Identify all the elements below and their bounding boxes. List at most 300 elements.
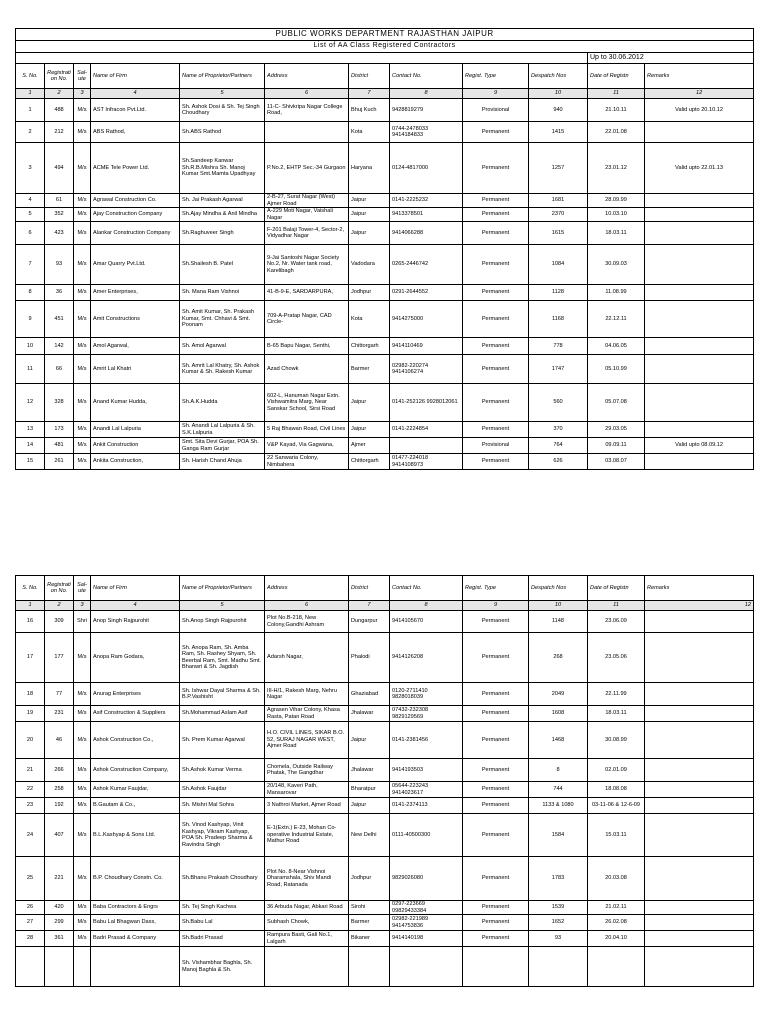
cell-salute: M/s bbox=[74, 706, 91, 722]
cell-type: Permanent bbox=[463, 338, 529, 355]
column-number: 1 bbox=[16, 601, 45, 611]
cell-salute: M/s bbox=[74, 759, 91, 782]
header-remarks: Remarks bbox=[645, 64, 754, 89]
cell-sno: 16 bbox=[16, 611, 45, 633]
cell-remarks bbox=[645, 338, 754, 355]
cell-despatch: 1168 bbox=[529, 301, 588, 338]
cell-date: 11.08.99 bbox=[588, 285, 645, 301]
cell-type: Permanent bbox=[463, 301, 529, 338]
cell-address: 5 Raj Bhawan Road, Civil Lines bbox=[265, 422, 349, 438]
header-despatch: Despatch Nos bbox=[529, 64, 588, 89]
cell-date: 18.08.08 bbox=[588, 782, 645, 798]
cell-proprietor: Sh.Ashok Faujdar bbox=[180, 782, 265, 798]
table-row bbox=[16, 194, 754, 208]
cell-salute: M/s bbox=[74, 857, 91, 901]
cell-sno: 15 bbox=[16, 454, 45, 470]
cell-salute: M/s bbox=[74, 782, 91, 798]
cell-firm: ACME Tele Power Ltd. bbox=[91, 143, 180, 194]
cell-salute: M/s bbox=[74, 301, 91, 338]
cell-contact bbox=[390, 438, 463, 454]
cell-proprietor: Sh. Amit Kumar, Sh. Prakash Kumar, Smt. Chhavi & Smt. Poonam bbox=[180, 301, 265, 338]
cell-salute: M/s bbox=[74, 422, 91, 438]
cell-firm: Amit Constructions bbox=[91, 301, 180, 338]
header-reg-no: Registration No. bbox=[45, 576, 74, 601]
table-row bbox=[16, 285, 754, 301]
cell-sno: 23 bbox=[16, 798, 45, 814]
cell-sno: 10 bbox=[16, 338, 45, 355]
cell-proprietor: Sh.Mohammad Aslam Asif bbox=[180, 706, 265, 722]
column-number: 7 bbox=[349, 601, 390, 611]
table-row bbox=[16, 722, 754, 759]
cell-reg-no: 231 bbox=[45, 706, 74, 722]
contractor-table-1 bbox=[15, 28, 754, 470]
cell-address: H.O. CIVIL LINES, SIKAR B.O. 52, SURAJ NAGAR WEST, Ajmer Road bbox=[265, 722, 349, 759]
header-firm: Name of Firm bbox=[91, 576, 180, 601]
cell-sno: 1 bbox=[16, 99, 45, 122]
cell-type: Permanent bbox=[463, 143, 529, 194]
cell-despatch: 1133 & 1080 bbox=[529, 798, 588, 814]
cell-date: 15.03.11 bbox=[588, 814, 645, 857]
cell-district: Kota bbox=[349, 301, 390, 338]
cell-firm: Ajay Construction Company bbox=[91, 208, 180, 222]
cell-address: 41-B-9-E, SARDARPURA, bbox=[265, 285, 349, 301]
cell-date: 05.07.08 bbox=[588, 384, 645, 422]
cell-salute: M/s bbox=[74, 901, 91, 915]
cell-district: Phalodi bbox=[349, 633, 390, 683]
cell-proprietor: Sh.ABS Rathod bbox=[180, 122, 265, 143]
cell-contact: 9414126208 bbox=[390, 633, 463, 683]
header-despatch: Despatch Nos bbox=[529, 576, 588, 601]
cell-salute: M/s bbox=[74, 683, 91, 706]
cell-reg-no: 407 bbox=[45, 814, 74, 857]
cell-date: 18.03.11 bbox=[588, 706, 645, 722]
cell-firm: Ashok Construction Company, bbox=[91, 759, 180, 782]
cell-despatch: 1747 bbox=[529, 355, 588, 384]
cell-district: Barmer bbox=[349, 915, 390, 931]
cell-proprietor: Sh. Ishwar Dayal Sharma & Sh. B.P.Vashisht bbox=[180, 683, 265, 706]
cell-reg-no: 261 bbox=[45, 454, 74, 470]
cell-remarks bbox=[645, 915, 754, 931]
cell-type: Permanent bbox=[463, 706, 529, 722]
cell-firm: Amar Quarry Pvt.Ltd. bbox=[91, 245, 180, 285]
cell-address: P.No.2, EHTP Sec.-34 Gurgaon bbox=[265, 143, 349, 194]
cell-remarks bbox=[645, 285, 754, 301]
cell-salute: M/s bbox=[74, 722, 91, 759]
cell-contact: 9414066288 bbox=[390, 222, 463, 245]
cell-salute: M/s bbox=[74, 384, 91, 422]
cell-remarks bbox=[645, 814, 754, 857]
column-number: 2 bbox=[45, 89, 74, 99]
table-row bbox=[16, 384, 754, 422]
cell-district: Bharatpur bbox=[349, 782, 390, 798]
cell-district: Chittorgarh bbox=[349, 338, 390, 355]
cell-sno: 28 bbox=[16, 931, 45, 947]
cell-salute: M/s bbox=[74, 338, 91, 355]
cell-firm: Ashok Kumar Faujdar, bbox=[91, 782, 180, 798]
cell-firm: Baba Contractors & Engrs bbox=[91, 901, 180, 915]
cell-district: Jaipur bbox=[349, 722, 390, 759]
cell-type: Permanent bbox=[463, 222, 529, 245]
cell-proprietor: Sh.Ashok Kumar Verma bbox=[180, 759, 265, 782]
cell-salute: M/s bbox=[74, 222, 91, 245]
cell-contact: 01477-224018 9414108973 bbox=[390, 454, 463, 470]
table-row bbox=[16, 338, 754, 355]
cell-type: Permanent bbox=[463, 931, 529, 947]
cell-reg-no: 488 bbox=[45, 99, 74, 122]
cell-sno: 20 bbox=[16, 722, 45, 759]
cell-address: E-1(Extn.) E-23, Mohan Co-operative Industrial Estate, Mathur Road bbox=[265, 814, 349, 857]
cell-contact: 9414275000 bbox=[390, 301, 463, 338]
cell-contact: 02982-221989 9414753836 bbox=[390, 915, 463, 931]
column-number: 4 bbox=[91, 601, 180, 611]
cell-type: Permanent bbox=[463, 798, 529, 814]
document-title: PUBLIC WORKS DEPARTMENT RAJASTHAN JAIPUR bbox=[16, 29, 754, 41]
cell-salute: M/s bbox=[74, 208, 91, 222]
cell-address bbox=[265, 122, 349, 143]
table-row bbox=[16, 143, 754, 194]
cell-proprietor: Sh.Anop Singh Rajpurohit bbox=[180, 611, 265, 633]
column-number: 8 bbox=[390, 89, 463, 99]
cell-remarks bbox=[645, 798, 754, 814]
header-address: Address bbox=[265, 576, 349, 601]
cell-sno: 19 bbox=[16, 706, 45, 722]
cell-firm: B.L.Kashyap & Sons Ltd. bbox=[91, 814, 180, 857]
table-row bbox=[16, 99, 754, 122]
cell-despatch: 940 bbox=[529, 99, 588, 122]
header-contact: Contact No. bbox=[390, 576, 463, 601]
cell-date: 28.09.99 bbox=[588, 194, 645, 208]
cell-proprietor: Sh. Mana Ram Vishnoi bbox=[180, 285, 265, 301]
cell-remarks bbox=[645, 355, 754, 384]
cell-contact: 0265-2446742 bbox=[390, 245, 463, 285]
cell-despatch: 626 bbox=[529, 454, 588, 470]
cell-type: Permanent bbox=[463, 422, 529, 438]
cell-proprietor: Sh. Amrit Lal Khatry, Sh. Ashok Kumar & Sh. Rakesh Kumar bbox=[180, 355, 265, 384]
cell-salute: M/s bbox=[74, 122, 91, 143]
cell-contact: 0297-223669 09829433384 bbox=[390, 901, 463, 915]
cell-contact: 0141-2225232 bbox=[390, 194, 463, 208]
header-type: Regist. Type bbox=[463, 64, 529, 89]
header-reg-no: Registration No. bbox=[45, 64, 74, 89]
cell-date: 10.03.10 bbox=[588, 208, 645, 222]
cell-sno: 2 bbox=[16, 122, 45, 143]
cell-district: Kota bbox=[349, 122, 390, 143]
cell-remarks bbox=[645, 683, 754, 706]
table-row bbox=[16, 122, 754, 143]
cell-despatch: 778 bbox=[529, 338, 588, 355]
cell-date: 22.01.08 bbox=[588, 122, 645, 143]
cell-address: 11-C- Shivkripa Nagar College Road, bbox=[265, 99, 349, 122]
cell-proprietor: Sh.Badri Prasad bbox=[180, 931, 265, 947]
table-row bbox=[16, 222, 754, 245]
header-salute: Sal-ute bbox=[74, 64, 91, 89]
cell-district: Dungarpur bbox=[349, 611, 390, 633]
cell-contact: 0141-2374113 bbox=[390, 798, 463, 814]
header-firm: Name of Firm bbox=[91, 64, 180, 89]
table-row bbox=[16, 633, 754, 683]
blank-cell bbox=[16, 53, 588, 64]
cell-district: Ghaziabad bbox=[349, 683, 390, 706]
cell-firm: Asif Construction & Suppliers bbox=[91, 706, 180, 722]
cell-reg-no: 361 bbox=[45, 931, 74, 947]
column-number: 8 bbox=[390, 601, 463, 611]
table-row bbox=[16, 454, 754, 470]
cell-sno: 14 bbox=[16, 438, 45, 454]
cell-despatch: 1783 bbox=[529, 857, 588, 901]
cell-district: Haryana bbox=[349, 143, 390, 194]
cell-type: Provisional bbox=[463, 99, 529, 122]
header-proprietor: Name of Proprietor/Partners bbox=[180, 576, 265, 601]
cell-address: A-229 Moti Nagar, Vaishali Nagar bbox=[265, 208, 349, 222]
header-sno: S. No. bbox=[16, 64, 45, 89]
cell-date bbox=[588, 947, 645, 987]
cell-proprietor: Sh.Shailesh B. Patel bbox=[180, 245, 265, 285]
cell-salute: M/s bbox=[74, 143, 91, 194]
cell-remarks bbox=[645, 931, 754, 947]
table-row bbox=[16, 355, 754, 384]
cell-firm: Anopa Ram Godara, bbox=[91, 633, 180, 683]
column-number: 10 bbox=[529, 601, 588, 611]
cell-firm: Badri Prasad & Company bbox=[91, 931, 180, 947]
cell-district: Jaipur bbox=[349, 798, 390, 814]
cell-firm: Amer Enterprises, bbox=[91, 285, 180, 301]
cell-reg-no: 46 bbox=[45, 722, 74, 759]
cell-district: Barmer bbox=[349, 355, 390, 384]
cell-despatch: 2049 bbox=[529, 683, 588, 706]
column-number: 11 bbox=[588, 89, 645, 99]
cell-district: Jaipur bbox=[349, 208, 390, 222]
column-number: 7 bbox=[349, 89, 390, 99]
header-district: District bbox=[349, 576, 390, 601]
cell-date: 05.10.99 bbox=[588, 355, 645, 384]
cell-sno bbox=[16, 947, 45, 987]
cell-district: Bikaner bbox=[349, 931, 390, 947]
cell-address: Rampura Basti, Gali No.1, Lalgarh bbox=[265, 931, 349, 947]
cell-type: Permanent bbox=[463, 611, 529, 633]
cell-reg-no: 142 bbox=[45, 338, 74, 355]
cell-despatch: 744 bbox=[529, 782, 588, 798]
cell-date: 29.03.05 bbox=[588, 422, 645, 438]
cell-proprietor: Sh.Bhanu Prakash Choudhary bbox=[180, 857, 265, 901]
cell-salute: Shri bbox=[74, 611, 91, 633]
cell-reg-no: 258 bbox=[45, 782, 74, 798]
cell-type: Permanent bbox=[463, 782, 529, 798]
header-salute: Sal-ute bbox=[74, 576, 91, 601]
cell-date: 26.02.08 bbox=[588, 915, 645, 931]
cell-despatch: 1084 bbox=[529, 245, 588, 285]
cell-district: Ajmer bbox=[349, 438, 390, 454]
cell-proprietor: Sh. Vinod Kashyap, Vinit Kashyap, Vikram Kashyap, POA Sh. Pradeep Sharma & Ravindra Singh bbox=[180, 814, 265, 857]
cell-district: Jaipur bbox=[349, 384, 390, 422]
cell-remarks bbox=[645, 782, 754, 798]
table-row bbox=[16, 915, 754, 931]
cell-sno: 18 bbox=[16, 683, 45, 706]
cell-type: Permanent bbox=[463, 633, 529, 683]
cell-firm bbox=[91, 947, 180, 987]
cell-sno: 22 bbox=[16, 782, 45, 798]
column-number: 9 bbox=[463, 601, 529, 611]
cell-salute bbox=[74, 947, 91, 987]
cell-remarks bbox=[645, 245, 754, 285]
cell-sno: 3 bbox=[16, 143, 45, 194]
cell-remarks bbox=[645, 901, 754, 915]
header-row bbox=[16, 64, 754, 89]
cell-reg-no: 93 bbox=[45, 245, 74, 285]
cell-proprietor: Sh. Amol Agarwal bbox=[180, 338, 265, 355]
cell-reg-no: 420 bbox=[45, 901, 74, 915]
cell-remarks bbox=[645, 122, 754, 143]
cell-salute: M/s bbox=[74, 814, 91, 857]
column-number: 1 bbox=[16, 89, 45, 99]
cell-contact: 9829026080 bbox=[390, 857, 463, 901]
cell-remarks bbox=[645, 633, 754, 683]
cell-address: 36 Arbuda Nagar, Abkari Road bbox=[265, 901, 349, 915]
cell-district: Sirohi bbox=[349, 901, 390, 915]
cell-proprietor: Sh.Sandeep Kanwar Sh.R.B.Mishra Sh. Manoj Kumar Smt.Mamta Upadhyay bbox=[180, 143, 265, 194]
cell-contact: 0744-2478033 9414184833 bbox=[390, 122, 463, 143]
cell-sno: 9 bbox=[16, 301, 45, 338]
cell-remarks bbox=[645, 857, 754, 901]
cell-date: 20.03.08 bbox=[588, 857, 645, 901]
cell-reg-no: 451 bbox=[45, 301, 74, 338]
header-row bbox=[16, 576, 754, 601]
column-number: 5 bbox=[180, 89, 265, 99]
cell-salute: M/s bbox=[74, 931, 91, 947]
cell-remarks: Valid upto 22.01.13 bbox=[645, 143, 754, 194]
cell-sno: 17 bbox=[16, 633, 45, 683]
cell-reg-no bbox=[45, 947, 74, 987]
cell-date: 23.05.06 bbox=[588, 633, 645, 683]
cell-proprietor: Smt. Sita Devi Gurjar, POA Sh. Ganga Ram Gurjar bbox=[180, 438, 265, 454]
cell-contact: 9413378501 bbox=[390, 208, 463, 222]
cell-despatch: 1128 bbox=[529, 285, 588, 301]
column-number: 4 bbox=[91, 89, 180, 99]
cell-contact: 9414110469 bbox=[390, 338, 463, 355]
cell-contact: 9428819279 bbox=[390, 99, 463, 122]
cell-proprietor: Sh. Anopa Ram, Sh. Amba Ram, Sh. Rashey Shyam, Sh. Beerbal Ram, Smt. Madhu Smt. Bhanwri & Sh. Jagdish bbox=[180, 633, 265, 683]
cell-contact: 9414140198 bbox=[390, 931, 463, 947]
cell-contact: 02982-220274 9414106274 bbox=[390, 355, 463, 384]
cell-remarks bbox=[645, 422, 754, 438]
cell-reg-no: 192 bbox=[45, 798, 74, 814]
cell-contact: 0141-2224854 bbox=[390, 422, 463, 438]
cell-sno: 13 bbox=[16, 422, 45, 438]
cell-sno: 27 bbox=[16, 915, 45, 931]
cell-remarks bbox=[645, 947, 754, 987]
column-number: 12 bbox=[645, 601, 754, 611]
cell-date: 23.01.12 bbox=[588, 143, 645, 194]
cell-contact: 0141-252126 9928012061 bbox=[390, 384, 463, 422]
column-number: 10 bbox=[529, 89, 588, 99]
cell-despatch: 93 bbox=[529, 931, 588, 947]
cell-firm: Anand Kumar Hudda, bbox=[91, 384, 180, 422]
cell-firm: Agrawal Construction Co. bbox=[91, 194, 180, 208]
cell-remarks bbox=[645, 222, 754, 245]
column-number: 2 bbox=[45, 601, 74, 611]
cell-date: 03-11-06 & 12-6-09 bbox=[588, 798, 645, 814]
cell-contact: 0111-40500300 bbox=[390, 814, 463, 857]
cell-despatch: 1539 bbox=[529, 901, 588, 915]
cell-remarks bbox=[645, 454, 754, 470]
table-row bbox=[16, 798, 754, 814]
cell-despatch: 1615 bbox=[529, 222, 588, 245]
cell-despatch: 1584 bbox=[529, 814, 588, 857]
contractor-table-2 bbox=[15, 575, 754, 987]
column-number: 12 bbox=[645, 89, 754, 99]
table-row bbox=[16, 947, 754, 987]
cell-district: Chittorgarh bbox=[349, 454, 390, 470]
cell-salute: M/s bbox=[74, 285, 91, 301]
cell-proprietor: Sh.Raghuveer Singh bbox=[180, 222, 265, 245]
cell-salute: M/s bbox=[74, 438, 91, 454]
cell-despatch: 764 bbox=[529, 438, 588, 454]
cell-salute: M/s bbox=[74, 355, 91, 384]
cell-address: Chomela, Outside Railway Phatak, The Gangdhar bbox=[265, 759, 349, 782]
cell-address: 602-L, Hanuman Nagar Extn. Vishwamitra Marg, Near Sanskar School, Sirsi Road bbox=[265, 384, 349, 422]
cell-date: 30.08.99 bbox=[588, 722, 645, 759]
cell-address bbox=[265, 947, 349, 987]
cell-sno: 21 bbox=[16, 759, 45, 782]
cell-reg-no: 266 bbox=[45, 759, 74, 782]
column-number: 11 bbox=[588, 601, 645, 611]
cell-address: 9-Jai Santoshi Nagar Society No.2, Nr. Water tank road, Karelibagh bbox=[265, 245, 349, 285]
cell-firm: Anandi Lal Lalpuria bbox=[91, 422, 180, 438]
column-number: 6 bbox=[265, 601, 349, 611]
cell-date: 02.01.09 bbox=[588, 759, 645, 782]
column-number-row bbox=[16, 89, 754, 99]
cell-remarks bbox=[645, 722, 754, 759]
cell-type: Permanent bbox=[463, 915, 529, 931]
table-row bbox=[16, 245, 754, 285]
cell-firm: Babu Lal Bhagwan Dass, bbox=[91, 915, 180, 931]
table-row bbox=[16, 611, 754, 633]
cell-remarks bbox=[645, 706, 754, 722]
cell-sno: 4 bbox=[16, 194, 45, 208]
header-type: Regist. Type bbox=[463, 576, 529, 601]
cell-date: 04.06.05 bbox=[588, 338, 645, 355]
cell-reg-no: 77 bbox=[45, 683, 74, 706]
cell-type: Permanent bbox=[463, 814, 529, 857]
cell-reg-no: 66 bbox=[45, 355, 74, 384]
cell-district: Jaipur bbox=[349, 422, 390, 438]
cell-firm: ABS Rathod, bbox=[91, 122, 180, 143]
cell-date: 20.04.10 bbox=[588, 931, 645, 947]
table-row bbox=[16, 814, 754, 857]
cell-district: Vadodara bbox=[349, 245, 390, 285]
header-sno: S. No. bbox=[16, 576, 45, 601]
cell-proprietor: Sh.A.K.Hudda bbox=[180, 384, 265, 422]
cell-reg-no: 494 bbox=[45, 143, 74, 194]
cell-proprietor: Sh. Mishri Mal Sohra bbox=[180, 798, 265, 814]
cell-remarks: Valid upto 20.10.12 bbox=[645, 99, 754, 122]
cell-sno: 11 bbox=[16, 355, 45, 384]
up-to-date: Up to 30.06.2012 bbox=[588, 53, 754, 64]
cell-remarks bbox=[645, 208, 754, 222]
cell-firm: B.Gautam & Co., bbox=[91, 798, 180, 814]
cell-remarks bbox=[645, 759, 754, 782]
cell-despatch: 1468 bbox=[529, 722, 588, 759]
cell-district: New Delhi bbox=[349, 814, 390, 857]
cell-type: Permanent bbox=[463, 355, 529, 384]
cell-sno: 5 bbox=[16, 208, 45, 222]
cell-type: Permanent bbox=[463, 683, 529, 706]
cell-address: B-65 Bapu Nagar, Senthi, bbox=[265, 338, 349, 355]
cell-contact: 9414193503 bbox=[390, 759, 463, 782]
cell-address: Plot No. 8-Near Vishnoi Dharamshala, Shiv Mandi Road, Ratanada bbox=[265, 857, 349, 901]
cell-remarks bbox=[645, 301, 754, 338]
table-row bbox=[16, 438, 754, 454]
table-row bbox=[16, 208, 754, 222]
